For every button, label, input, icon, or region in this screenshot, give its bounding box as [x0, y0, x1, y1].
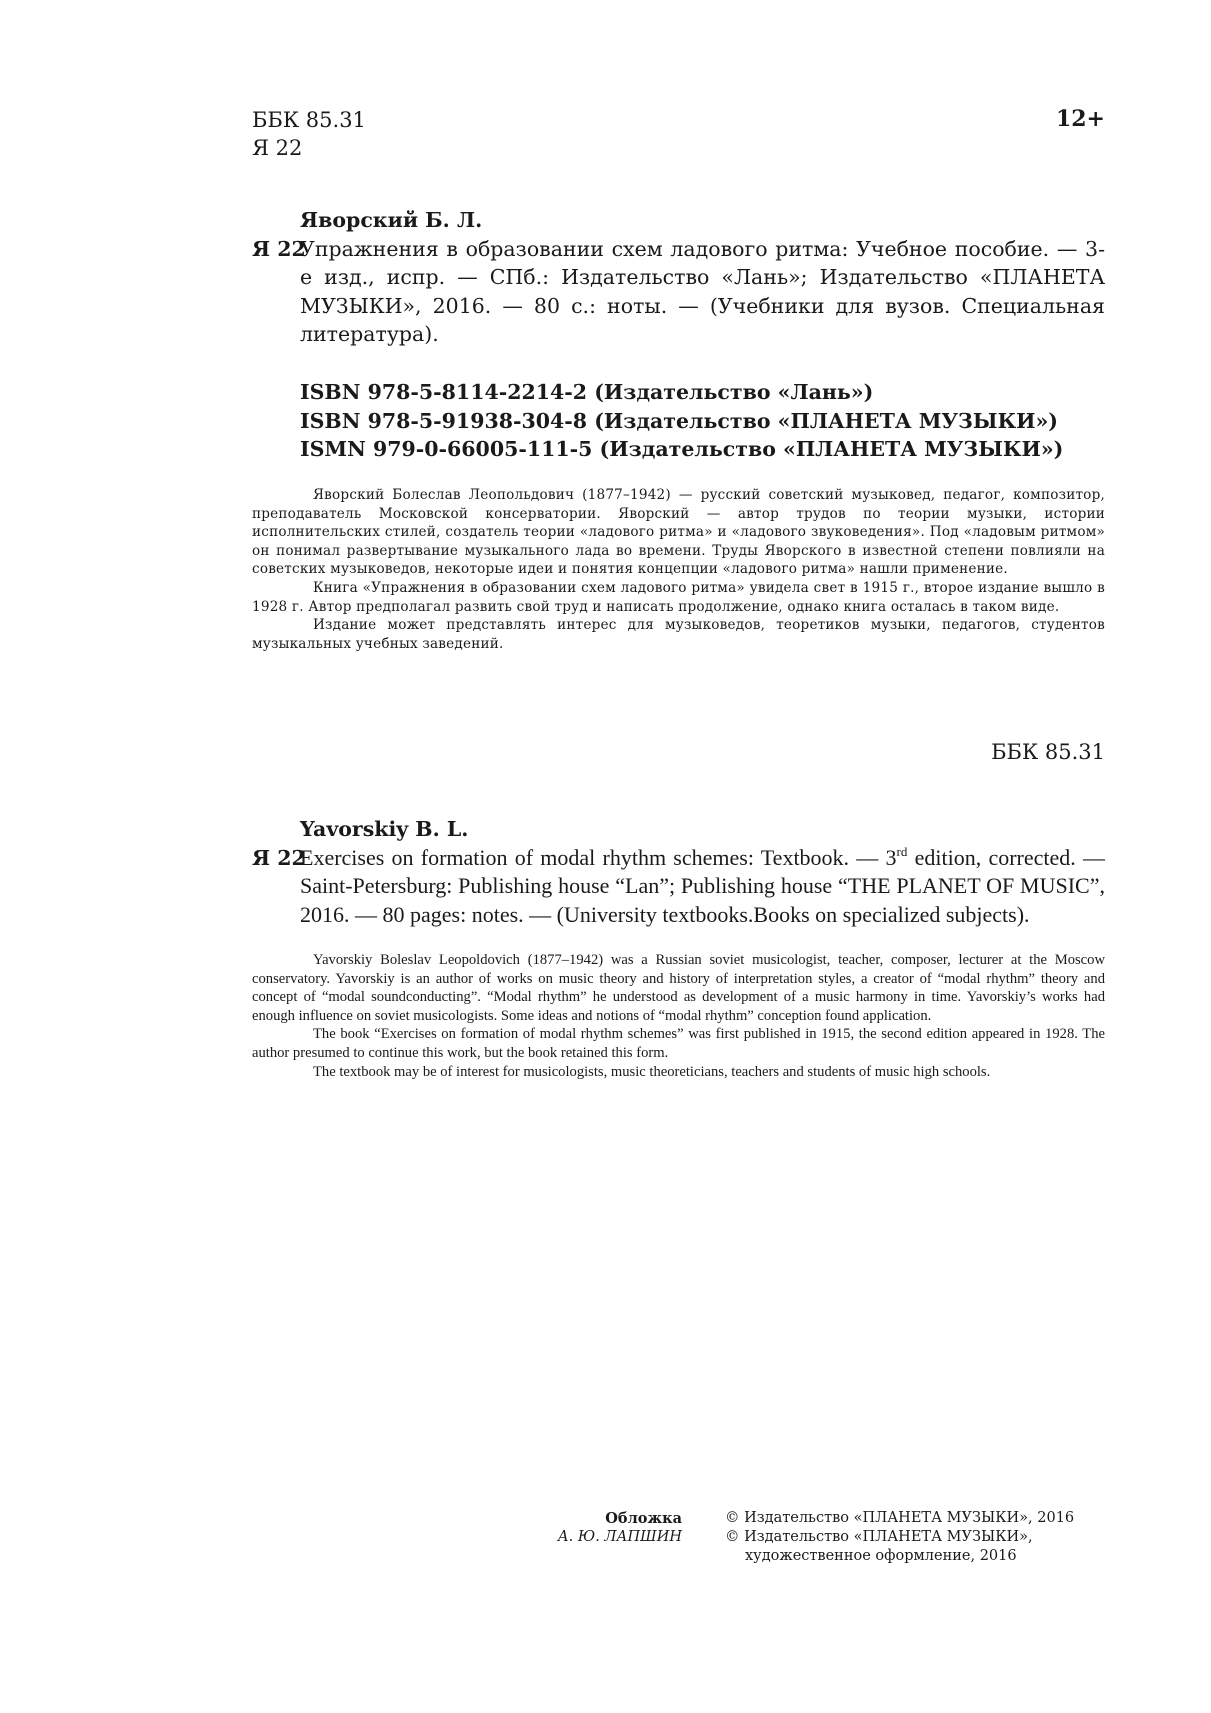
ru-bibliographic-entry: [252, 206, 1105, 349]
ru-abstract-paragraph: Яворский Болеслав Леопольдович (1877–1942) — русский советский музыковед, педагог, композитор, преподаватель Московской консерватории. Яворский — автор трудов по теории музыки, истории исполнительских стилей, создатель теории «ладового ритма» и «ладового звуковедения». Под «ладовым ритмом» он понимал развертывание музыкального лада во времени. Труды Яворского в известной степени повлияли на советских музыковедов, некоторые идеи и понятия концепции «ладового ритма» нашли применение.: [252, 487, 1105, 578]
ismn-planeta: ISMN 979-0-66005-111-5 (Издательство «ПЛАНЕТА МУЗЫКИ»): [300, 437, 1064, 461]
copyright-block: [725, 1509, 1074, 1566]
en-abstract: [252, 951, 1105, 1081]
ru-author-sign: Я 22: [252, 236, 306, 261]
en-author: Yavorskiy B. L.: [300, 817, 469, 841]
ru-description: Упражнения в образовании схем ладового ритма: Учебное пособие. — 3-е изд., испр. — СПб.: Издательство «Лань»; Издательство «ПЛАНЕТА МУЗЫКИ», 2016. — 80 с.: ноты. — (Учебники для вузов. Специальная литература).: [300, 236, 1105, 346]
en-description-start: Exercises on formation of modal rhythm schemes: Textbook. — 3: [300, 844, 897, 870]
en-abstract-paragraph: The book “Exercises on formation of modal rhythm schemes” was first published in 1915, the second edition appeared in 1928. The author presumed to continue this work, but the book retained this form.: [252, 1026, 1105, 1061]
en-description-end: edition, corrected. — Saint-Petersburg: Publishing house “Lan”; Publishing house “THE PLANET OF MUSIC”, 2016. — 80 pages: notes. — (University textbooks.Books on specialized subjects).: [300, 844, 1105, 927]
copyright-line: © Издательство «ПЛАНЕТА МУЗЫКИ»,: [725, 1529, 1033, 1545]
ru-abstract-paragraph: Книга «Упражнения в образовании схем ладового ритма» увидела свет в 1915 г., второе издание вышло в 1928 г. Автор предполагал развить свой труд и написать продолжение, однако книга осталась в таком виде.: [252, 579, 1105, 615]
en-abstract-paragraph: The textbook may be of interest for musicologists, music theoreticians, teachers and students of music high schools.: [313, 1063, 991, 1080]
cover-designer: А. Ю. ЛАПШИН: [557, 1529, 682, 1545]
cover-label: Обложка: [605, 1510, 682, 1527]
isbn-planeta: ISBN 978-5-91938-304-8 (Издательство «ПЛАНЕТА МУЗЫКИ»): [300, 408, 1058, 433]
cover-credit: [558, 1509, 682, 1547]
bbk-index: ББК 85.31: [252, 108, 366, 132]
author-sign: Я 22: [252, 136, 303, 160]
bbk-index-right: ББК 85.31: [991, 740, 1105, 764]
ordinal-suffix: rd: [896, 843, 908, 859]
copyright-line: © Издательство «ПЛАНЕТА МУЗЫКИ», 2016: [725, 1510, 1075, 1526]
bbk-block: [252, 106, 366, 162]
ru-abstract-paragraph: Издание может представлять интерес для музыковедов, теоретиков музыки, педагогов, студентов музыкальных учебных заведений.: [252, 617, 1105, 652]
isbn-lan: ISBN 978-5-8114-2214-2 (Издательство «Лань»): [300, 380, 874, 404]
en-author-sign: Я 22: [252, 845, 306, 870]
ru-description-block: [252, 235, 1105, 349]
en-description-block: [252, 844, 1105, 930]
copyright-line: художественное оформление, 2016: [745, 1548, 1017, 1564]
age-rating: 12+: [1055, 106, 1105, 132]
isbn-block: [300, 378, 1063, 464]
ru-abstract: [252, 486, 1105, 653]
en-bibliographic-entry: [252, 815, 1105, 929]
en-abstract-paragraph: Yavorskiy Boleslav Leopoldovich (1877–1942) was a Russian soviet musicologist, teacher, composer, lecturer at the Moscow conservatory. Yavorskiy is an author of works on music theory and history of interpretation styles, a creator of “modal rhythm” theory and concept of “modal soundconducting”. “Modal rhythm” he understood as development of a music harmony in time. Yavorskiy’s works had enough influence on soviet musicologists. Some ideas and notions of “modal rhythm” conception found application.: [252, 952, 1105, 1024]
ru-author: Яворский Б. Л.: [300, 208, 483, 232]
